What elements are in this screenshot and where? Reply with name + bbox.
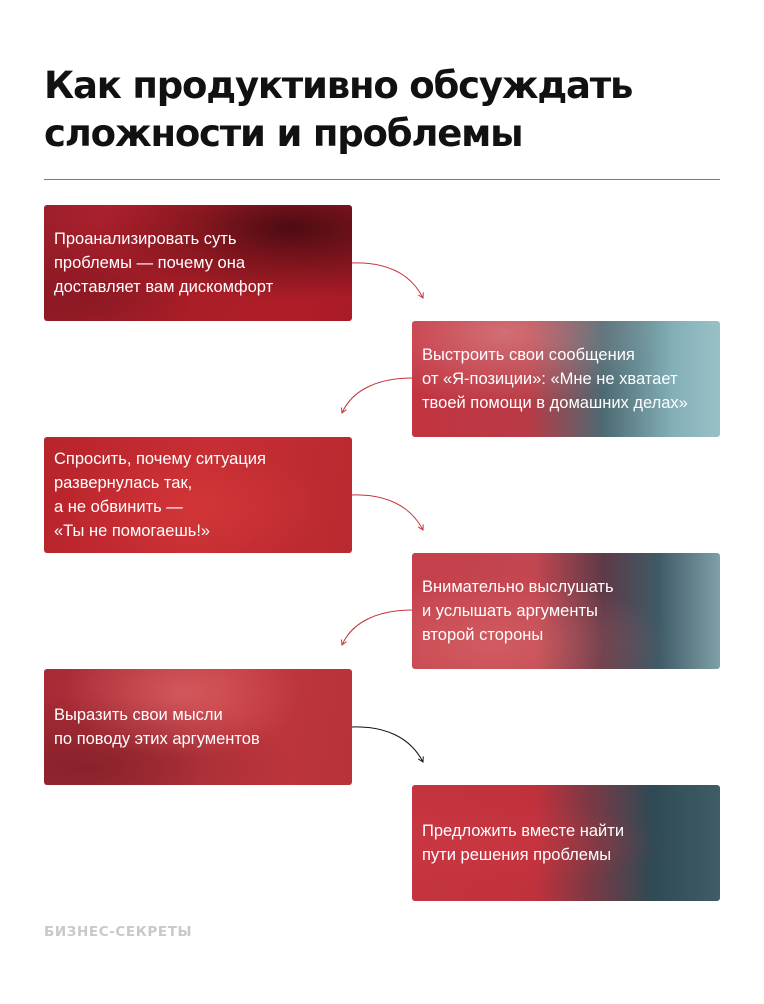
step-4-text: Внимательно выслушать и услышать аргументы второй стороны [422, 578, 614, 644]
step-2-box [412, 321, 720, 437]
arrow-step-4-to-5 [342, 610, 412, 645]
step-3-box [44, 437, 352, 553]
title-divider [44, 179, 720, 180]
arrow-step-3-to-4 [352, 495, 423, 530]
step-4-box [412, 553, 720, 669]
arrow-step-5-to-6 [352, 727, 423, 762]
step-5-box [44, 669, 352, 785]
page-title [44, 62, 734, 158]
step-6-text: Предложить вместе найти пути решения проблемы [422, 822, 625, 864]
page-title-line-2: сложности и проблемы [44, 112, 523, 155]
step-1-text: Проанализировать суть проблемы — почему она доставляет вам дискомфорт [54, 230, 274, 296]
step-1-box [44, 205, 352, 321]
arrow-step-2-to-3 [342, 378, 412, 413]
step-2-text: Выстроить свои сообщения от «Я-позиции»: «Мне не хватает твоей помощи в домашних делах» [422, 346, 688, 412]
step-5-text: Выразить свои мысли по поводу этих аргументов [54, 706, 260, 748]
arrow-step-1-to-2 [352, 263, 423, 298]
step-6-box [412, 785, 720, 901]
brand-logo-text: БИЗНЕС-СЕКРЕТЫ [44, 924, 193, 940]
page-title-line-1: Как продуктивно обсуждать [44, 64, 633, 107]
step-3-text: Спросить, почему ситуация развернулась так, а не обвинить — «Ты не помогаешь!» [54, 450, 266, 540]
